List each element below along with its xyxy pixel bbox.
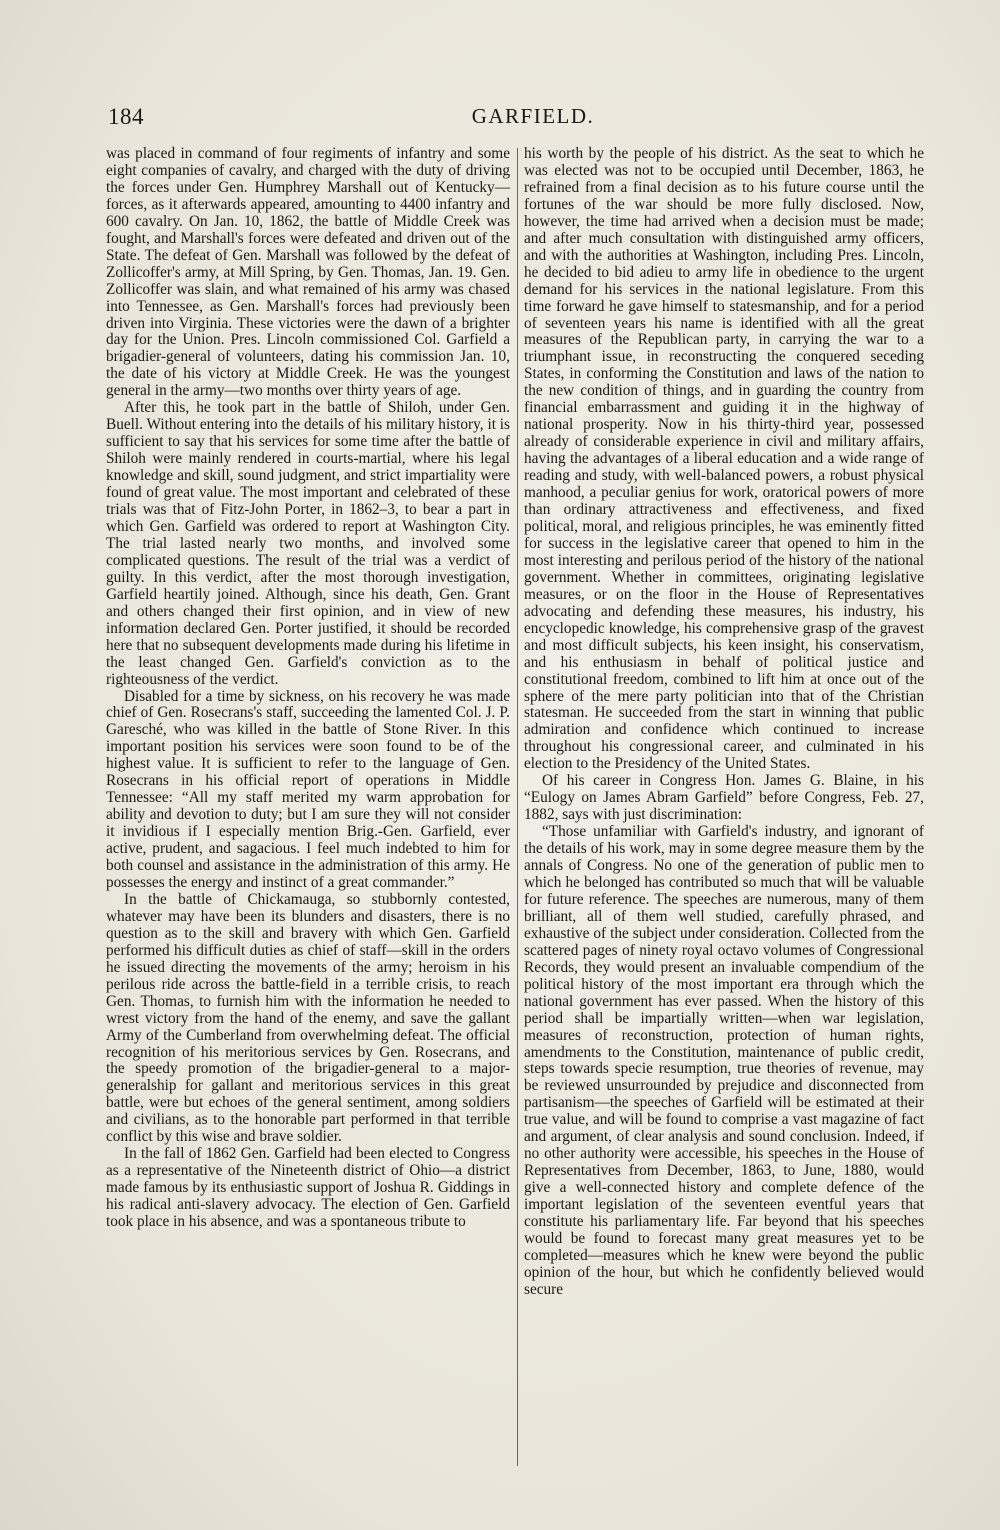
right-column xyxy=(524,146,924,1299)
paragraph: was placed in command of four regiments of infantry and some eight companies of cavalry, and charged with the duty of driving the forces under Gen. Humphrey Marshall out of Kentucky—forces, as it afterwards appeared, amounting to 4400 infantry and 600 cavalry. On Jan. 10, 1862, the battle of Middle Creek was fought, and Marshall's forces were defeated and driven out of the State. The defeat of Gen. Marshall was followed by the defeat of Zollicoffer's army, at Mill Spring, by Gen. Thomas, Jan. 19. Gen. Zollicoffer was slain, and what remained of his army was chased into Tennessee, as Gen. Marshall's forces had previously been driven into Virginia. These victories were the dawn of a brighter day for the Union. Pres. Lincoln commissioned Col. Garfield a brigadier-general of volunteers, dating his commission Jan. 10, the date of his victory at Middle Creek. He was the youngest general in the army—two months over thirty years of age. xyxy=(106,145,510,400)
page-header xyxy=(108,104,928,134)
paragraph: “Those unfamiliar with Garfield's industry, and ignorant of the details of his work, may in some degree measure them by the annals of Congress. No one of the generation of public men to which he belonged has contributed so much that will be valuable for future reference. The speeches are numerous, many of them brilliant, all of them well studied, carefully phrased, and exhaustive of the subject under consideration. Collected from the scattered pages of ninety royal octavo volumes of Congressional Records, they would present an invaluable compendium of the political history of the most important era through which the national government has ever passed. When the history of this period shall be impartially written—when war legislation, measures of reconstruction, protection of human rights, amendments to the Constitution, maintenance of public credit, steps towards specie resumption, true theories of revenue, may be reviewed unsurrounded by prejudice and disconnected from partisanism—the speeches of Garfield will be estimated at their true value, and will be found to comprise a vast magazine of fact and argument, of clear analysis and sound conclusion. Indeed, if no other authority were accessible, his speeches in the House of Representatives from December, 1863, to June, 1880, would give a well-connected history and complete defence of the important legislation of the seventeen eventful years that constitute his parliamentary life. Far beyond that his speeches would be found to forecast many great measures yet to be completed—measures which he knew were beyond the public opinion of the hour, but which he confidently believed would secure xyxy=(524,823,924,1298)
page-number: 184 xyxy=(108,104,144,129)
paragraph: Disabled for a time by sickness, on his recovery he was made chief of Gen. Rosecrans's staff, succeeding the lamented Col. J. P. Garesché, who was killed in the battle of Stone River. In this important position his services were soon found to be of the highest value. It is sufficient to refer to the language of Gen. Rosecrans in his official report of operations in Middle Tennessee: “All my staff merited my warm approbation for ability and devotion to duty; but I am sure they will not consider it invidious if I especially mention Brig.-Gen. Garfield, ever active, prudent, and sagacious. I feel much indebted to him for both counsel and assistance in the administration of this army. He possesses the energy and instinct of a great commander.” xyxy=(106,687,510,891)
paragraph: In the fall of 1862 Gen. Garfield had been elected to Congress as a representative of the Nineteenth district of Ohio—a district made famous by its enthusiastic support of Joshua R. Giddings in his radical anti-slavery advocacy. The election of Gen. Garfield took place in his absence, and was a spontaneous tribute to xyxy=(106,1145,510,1231)
paragraph: his worth by the people of his district. As the seat to which he was elected was not to be occupied until December, 1863, he refrained from a final decision as to his future course until the fortunes of the war should be more fully disclosed. Now, however, the time had arrived when a decision must be made; and after much consultation with distinguished army officers, and with the authorities at Washington, including Pres. Lincoln, he decided to bid adieu to army life in obedience to the urgent demand for his services in the national legislature. From this time forward he gave himself to statesmanship, and for a period of seventeen years his name is identified with all the great measures of the Republican party, in carrying the war to a triumphant issue, in reconstructing the conquered seceding States, in conforming the Constitution and laws of the nation to the new condition of things, and in guarding the country from financial embarrassment and guiding it in the highway of national prosperity. Now in his thirty-third year, possessed already of considerable experience in civil and military affairs, having the advantages of a liberal education and a wide range of reading and study, with well-balanced powers, a robust physical manhood, a peculiar genius for work, oratorical powers of more than ordinary attractiveness and effectiveness, and fixed political, moral, and religious principles, he was eminently fitted for success in the legislative career that opened to him in the most interesting and perilous period of the history of the national government. Whether in committees, originating legislative measures, or on the floor in the House of Representatives advocating and defending these measures, his industry, his encyclopedic knowledge, his comprehensive grasp of the gravest and most difficult subjects, his keen insight, his conservatism, and his enthusiasm in behalf of political justice and constitutional freedom, combined to lift him at once out of the sphere of the mere party politician into that of the Christian statesman. He succeeded from the start in winning that public admiration and confidence which continued to increase throughout his congressional career, and culminated in his election to the Presidency of the United States. xyxy=(524,145,924,773)
paragraph: After this, he took part in the battle of Shiloh, under Gen. Buell. Without entering into the details of his military history, it is sufficient to say that his services for some time after the battle of Shiloh were mainly rendered in courts-martial, where his legal knowledge and skill, sound judgment, and strict impartiality were found of great value. The most important and celebrated of these trials was that of Fitz-John Porter, in 1862–3, to bear a part in which Gen. Garfield was ordered to report at Washington City. The trial lasted nearly two months, and involved some complicated questions. The result of the trial was a verdict of guilty. In this verdict, after the most thorough investigation, Garfield heartily joined. Although, since his death, Gen. Grant and others changed their first opinion, and in view of new information declared Gen. Porter justified, it should be recorded here that no subsequent developments made during his lifetime in the least changed Gen. Garfield's conviction as to the righteousness of the verdict. xyxy=(106,399,510,688)
paragraph: Of his career in Congress Hon. James G. Blaine, in his “Eulogy on James Abram Garfield” before Congress, Feb. 27, 1882, says with just discrimination: xyxy=(524,772,924,824)
left-column xyxy=(106,146,510,1231)
running-head: GARFIELD. xyxy=(471,104,595,128)
paragraph: In the battle of Chickamauga, so stubbornly contested, whatever may have been its blunders and disasters, there is no question as to the skill and bravery with which Gen. Garfield performed his difficult duties as chief of staff—skill in the orders he issued directing the movements of the army; heroism in his perilous ride across the battle-field in a terrible crisis, to reach Gen. Thomas, to furnish him with the information he needed to wrest victory from the hand of the enemy, and save the gallant Army of the Cumberland from overwhelming defeat. The official recognition of his meritorious services by Gen. Rosecrans, and the speedy promotion of the brigadier-general to a major-generalship for gallant and meritorious services in this great battle, were but echoes of the general sentiment, among soldiers and civilians, as to the honorable part performed in that terrible conflict by this wise and brave soldier. xyxy=(106,890,510,1146)
column-divider xyxy=(517,148,518,1466)
